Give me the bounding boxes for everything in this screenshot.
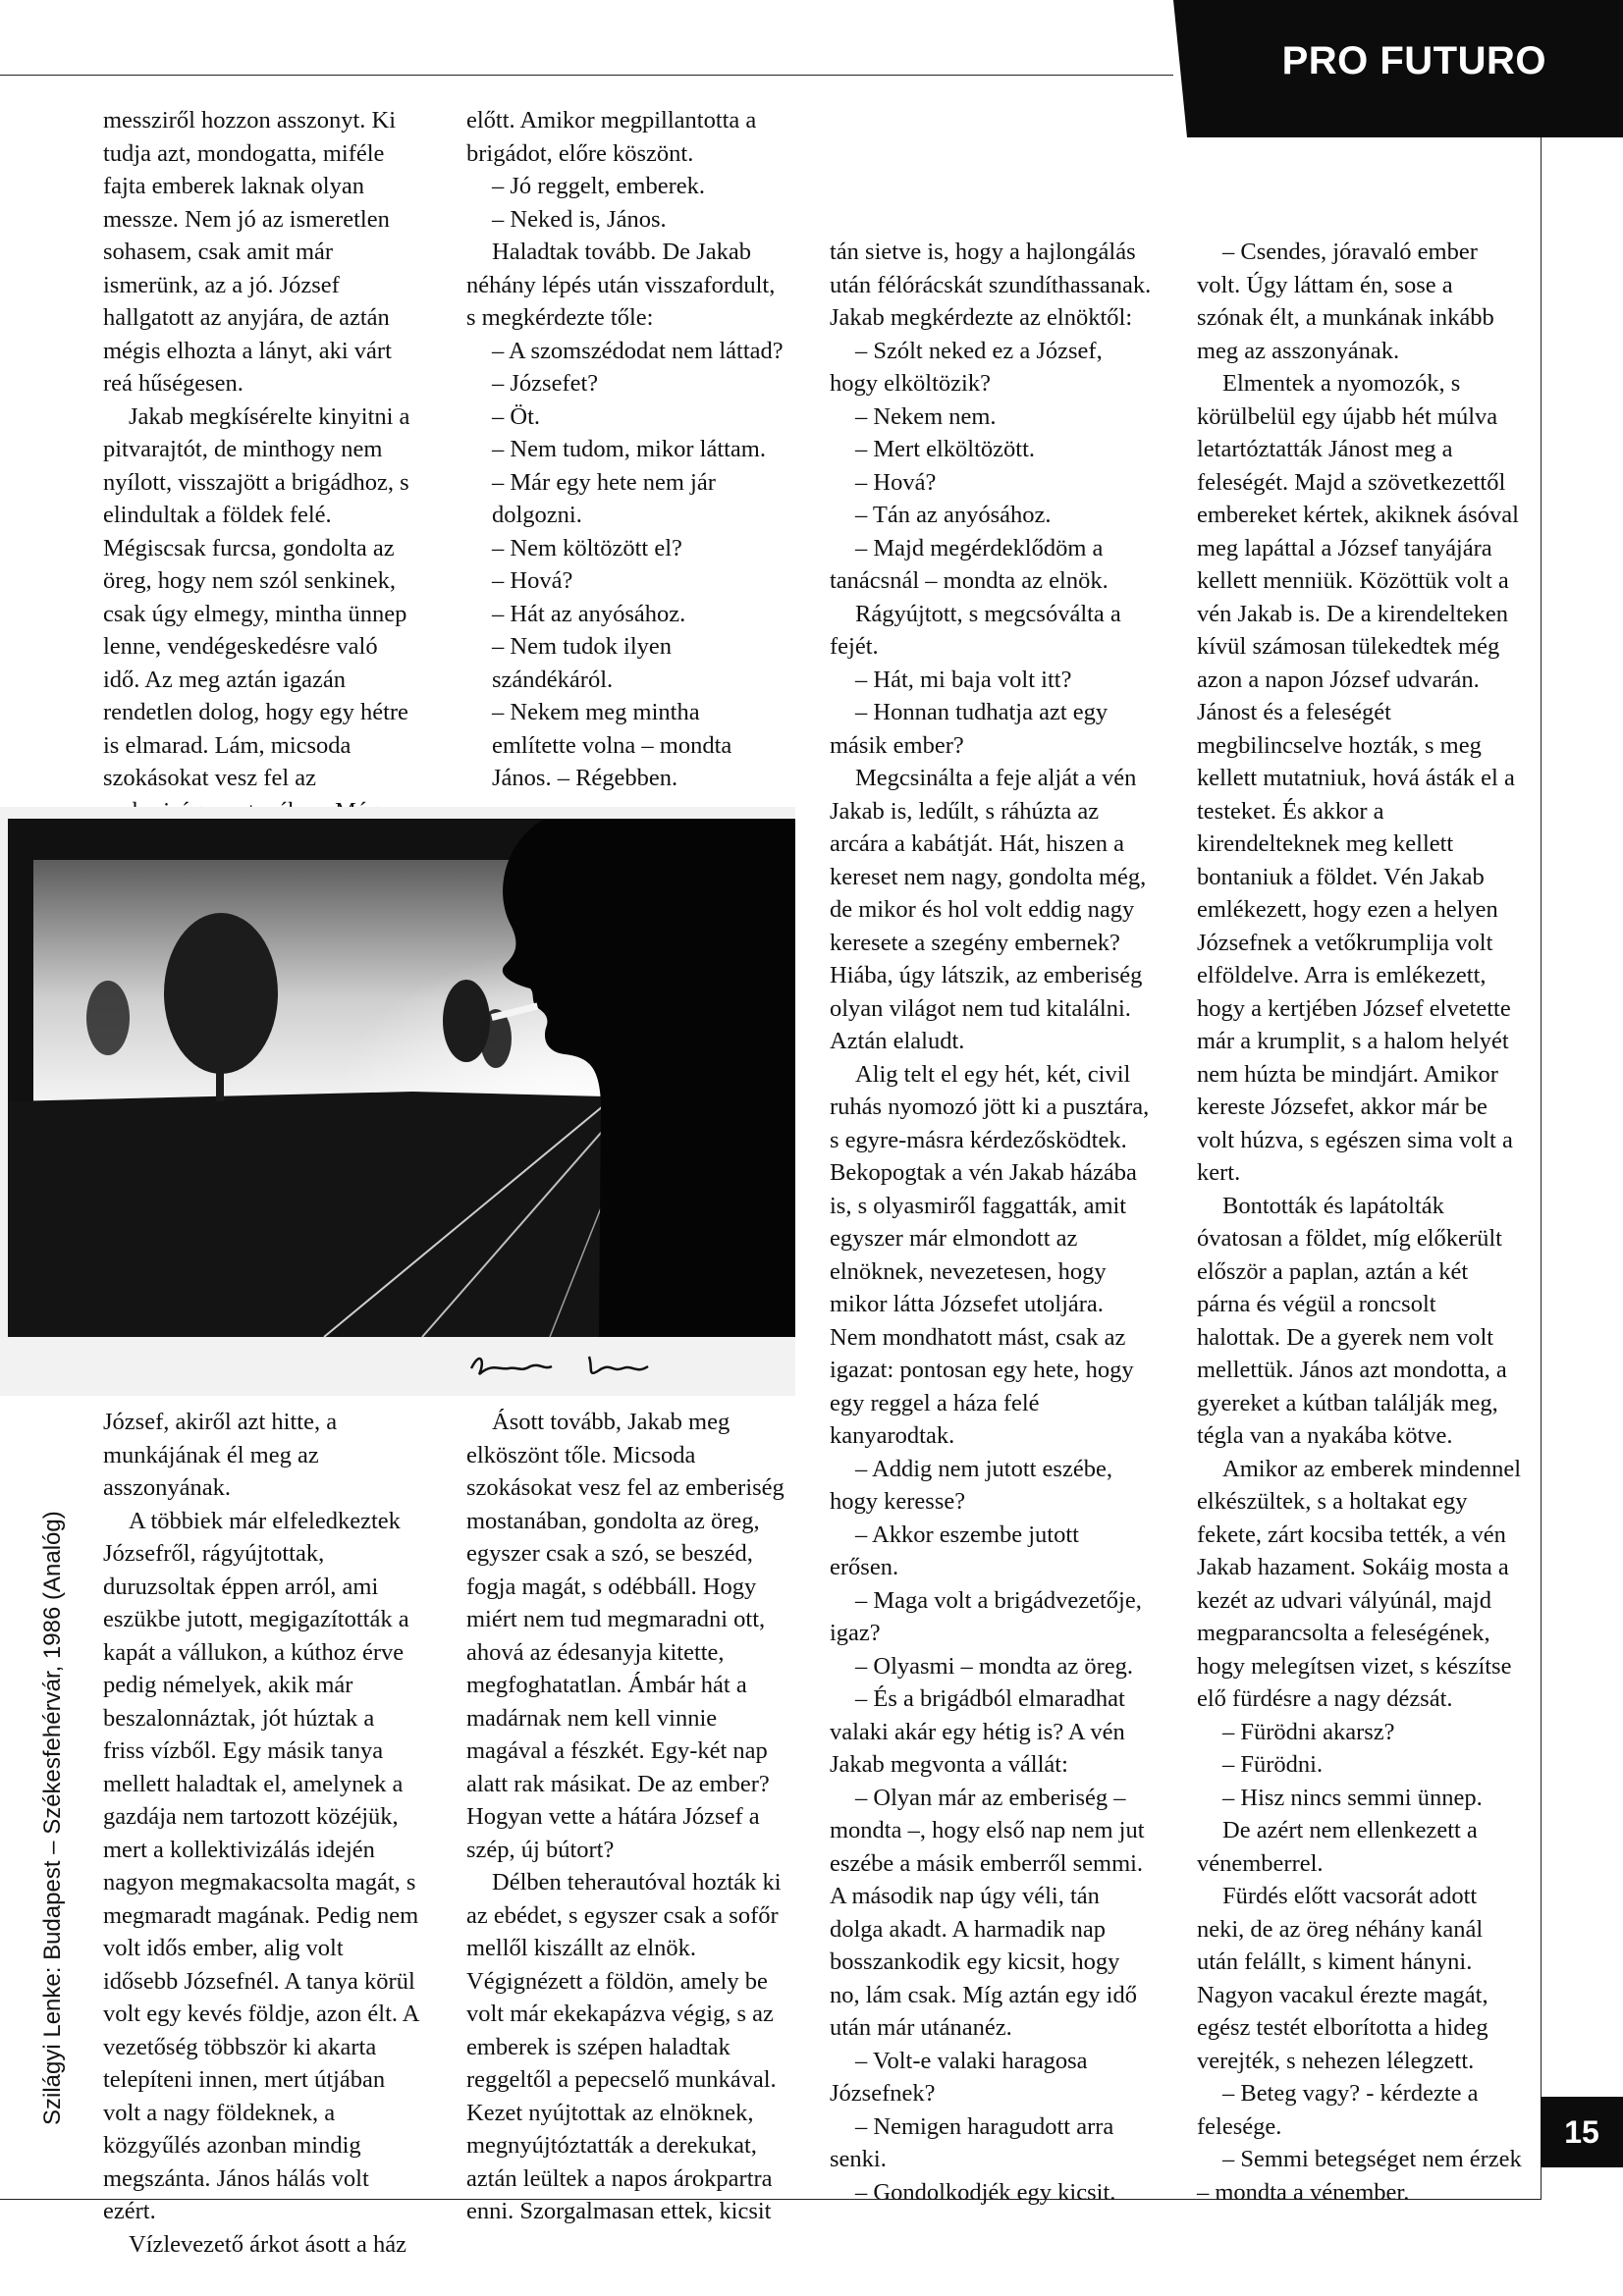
paragraph: – Már egy hete nem jár dolgozni. (492, 468, 716, 528)
paragraph: – Akkor eszembe jutott erősen. (830, 1521, 1079, 1580)
paragraph: – A szomszédodat nem láttad? (492, 337, 784, 364)
paragraph: – Mert elköltözött. (855, 436, 1036, 462)
paragraph: Rágyújtott, s megcsóválta a fejét. (830, 600, 1121, 660)
paragraph: – Fürödni akarsz? (1222, 1718, 1395, 1745)
right-margin-rule (1541, 137, 1542, 2199)
paragraph: Elmentek a nyomozók, s körülbelül egy újabb hét múlva letartóztatták Jánost meg a feleségét. Majd a szövetkezettől embereket kértek, akiknek ásóval meg lapáttal a József tanyájára kellett menniük. Közöttük volt a vén Jakab is. De a kirendelteken kívül számosan tülekedtek még azon a napon József udvarán. Jánost és a feleségét megbilincselve hozták, s meg kellett mutatniuk, hová ásták el a testeket. És akkor a kirendelteknek meg kellett bontaniuk a földet. Vén Jakab emlékezett, hogy ezen a helyen Józsefnek a vetőkrumplija volt elföldelve. Arra is emlékezett, hogy a kertjében József elvetette már a krumplit, s a halom helyét nem húzta be mindjárt. Amikor kereste Józsefet, akkor már be volt húzva, s egészen sima volt a kert. (1197, 370, 1519, 1186)
paragraph: – Nem tudom, mikor láttam. (492, 436, 766, 462)
paragraph: De azért nem ellenkezett a vénemberrel. (1197, 1817, 1478, 1877)
paragraph: – Beteg vagy? - kérdezte a felesége. (1197, 2080, 1479, 2140)
paragraph: – Hová? (855, 468, 937, 496)
paragraph: – Gondolkodjék egy kicsit. (855, 2178, 1116, 2206)
column-1-bottom (103, 1406, 419, 2261)
paragraph: Fürdés előtt vacsorát adott neki, de az öreg néhány kanál után felállt, s kiment hányni. Nagyon vacakul érezte magát, egész testét elborította a hideg verejték, s nehezen lélegzett. (1197, 1883, 1488, 2074)
paragraph: Megcsinálta a feje alját a vén Jakab is, ledűlt, s ráhúzta az arcára a kabátját. Hát, hiszen a kereset nem nagy, gondolta még, de mikor és hol volt eddig nagy keresete a szegény embernek? Hiába, úgy látszik, az emberiség olyan világot nem tud kitalálni. Aztán elaludt. (830, 765, 1147, 1054)
paragraph: Jakab megkísérelte kinyitni a pitvarajtót, de minthogy nem nyílott, visszajött a brigádhoz, s elindultak a földek felé. Mégiscsak furcsa, gondolta az öreg, hogy nem szól senkinek, csak úgy elmegy, mintha ünnep lenne, vendégeskedésre való idő. Az meg aztán igazán rendetlen dolog, hogy egy hétre is elmarad. Lám, micsoda szokásokat vesz fel az (103, 402, 410, 791)
paragraph: A többiek már elfeledkeztek Józsefről, rágyújtottak, duruzsoltak éppen arról, ami eszükbe jutott, megigazították a kapát a vállukon, a kúthoz érve pedig némelyek, akik már beszalonnáztak, jót húztak a friss vízből. Egy másik tanya mellett haladtak el, amelynek a gazdája nem tartozott közéjük, mert a kollektivizálás idején nagyon megmakacsolta magát, s megmaradt magának. Pedig nem volt idős ember, alig volt idősebb Józsefnél. A tanya körül volt egy kevés földje, azon élt. A vezetőség többször ki akarta telepíteni innen, mert útjában volt a nagy földeknek, a közgyűlés azonban mindig megszánta. János hálás volt ezért. (103, 1507, 419, 2224)
paragraph: – Maga volt a brigádvezetője, igaz? (830, 1586, 1142, 1646)
paragraph: Bontották és lapátolták óvatosan a földet, míg előkerült először a paplan, aztán a két párna és végül a roncsolt halottak. De a gyerek nem volt mellettük. János azt mondotta, a gyereket a kútban találják meg, tégla van a nyakába kötve. (1197, 1192, 1507, 1449)
paragraph: előtt. Amikor megpillantotta a brigádot, előre köszönt. (466, 107, 757, 167)
paragraph: – Hisz nincs semmi ünnep. (1222, 1784, 1483, 1811)
paragraph: – Hát az anyósához. (492, 600, 686, 627)
header-rule (0, 75, 1173, 76)
paragraph: – Semmi betegséget nem érzek – mondta a vénember. (1197, 2146, 1522, 2206)
photograph-image (0, 807, 795, 1396)
paragraph: Délben teherautóval hozták ki az ebédet, s egyszer csak a sofőr mellől kiszállt az elnök. Végignézett a földön, amely be volt már ekekapázva végig, s az emberek is szépen haladtak reggeltől a pepecselő munkával. Kezet nyújtottak az elnöknek, megnyújtóztatták a derekukat, aztán leültek a napos árokpartra enni. Szorgalmasan ettek, kicsit (466, 1869, 782, 2224)
paragraph: Ásott tovább, Jakab meg elköszönt tőle. Micsoda szokásokat vesz fel az emberiség mostanában, gondolta az öreg, egyszer csak a szó, se beszéd, fogja magát, s odébbáll. Hogy miért nem tud megmaradni ott, ahová az édesanyja kitette, megfoghatatlan. Ámbár hát a madárnak nem kell vinnie magával a fészkét. Egy-két nap alatt rak másikat. De az ember? Hogyan vette a hátára József a szép, új bútort? (466, 1409, 784, 1863)
paragraph: József, akiről azt hitte, a munkájának él meg az asszonyának. (103, 1409, 338, 1501)
paragraph: – Olyan már az emberiség – mondta –, hogy első nap nem jut eszébe a másik emberről semmi. A második nap úgy véli, tán dolga akadt. A harmadik nap bosszankodik egy kicsit, hogy no, lám csak. Míg aztán egy idő után már utánanéz. (830, 1784, 1145, 2041)
page-number: 15 (1541, 2097, 1623, 2167)
paragraph: – Hát, mi baja volt itt? (855, 666, 1072, 693)
paragraph: – Nekem nem. (855, 402, 997, 430)
paragraph: – Tán az anyósához. (855, 502, 1052, 528)
paragraph: – Hová? (492, 567, 573, 594)
photo-credit: Szilágyi Lenke: Budapest – Székesfehérvár, 1986 (Analóg) (39, 1511, 66, 2125)
paragraph: – Jó reggelt, emberek. (492, 173, 706, 199)
paragraph: – Nem költözött el? (492, 534, 682, 561)
paragraph: – Honnan tudhatja azt egy másik ember? (830, 699, 1109, 759)
paragraph: – Öt. (492, 402, 540, 430)
paragraph: – Nem tudok ilyen szándékáról. (492, 633, 673, 693)
paragraph: – Csendes, jóravaló ember volt. Úgy láttam én, sose a szónak élt, a munkának inkább meg az asszonyának. (1197, 239, 1494, 364)
column-1-top (103, 104, 419, 861)
column-2-bottom (466, 1406, 788, 2228)
paragraph: – Volt-e valaki haragosa Józsefnek? (830, 2047, 1088, 2107)
paragraph: Amikor az emberek mindennel elkészültek, s a holtakat egy fekete, zárt kocsiba tették, a vén Jakab hazament. Sokáig mosta a kezét az udvari vályúnál, majd megparancsolta a feleségének, hogy melegítsen vizet, s készítse elő fürdésre a nagy dézsát. (1197, 1455, 1522, 1712)
paragraph: Vízlevezető árkot ásott a ház (129, 2230, 406, 2258)
paragraph: – Józsefet? (492, 370, 599, 397)
paragraph: Alig telt el egy hét, két, civil ruhás nyomozó jött ki a pusztára, s egyre-másra kérdezősködtek. Bekopogtak a vén Jakab házába is, s olyasmiről faggatták, amit egyszer már elmondott az elnöknek, nevezetesen, hogy mikor látta Józsefet utoljára. Nem mondhatott mást, csak az igazat: pontosan egy hete, hogy egy reggel a háza felé kanyarodtak. (830, 1060, 1150, 1449)
paragraph: – Majd megérdeklődöm a tanácsnál – mondta az elnök. (830, 534, 1109, 594)
paragraph: tán sietve is, hogy a hajlongálás után félórácskát szundíthassanak. Jakab megkérdezte az elnöktől: (830, 239, 1152, 331)
column-3 (830, 236, 1154, 2209)
paragraph: – És a brigádból elmaradhat valaki akár egy hétig is? A vén Jakab megvonta a vállát: (830, 1685, 1125, 1778)
paragraph: Haladtak tovább. De Jakab néhány lépés után visszafordult, s megkérdezte tőle: (466, 239, 776, 331)
column-4 (1197, 236, 1523, 2209)
paragraph: – Nemigen haragudott arra senki. (830, 2112, 1114, 2172)
section-title: PRO FUTURO (1281, 39, 1546, 82)
paragraph: messziről hozzon asszonyt. Ki tudja azt, mondogatta, miféle fajta emberek laknak olyan messze. Nem jó az ismeretlen sohasem, csak amit már ismerünk, az a jó. József hallgatott az anyjára, de aztán mégis elhozta a lányt, aki várt reá hűségesen. (103, 107, 397, 397)
paragraph: – Olyasmi – mondta az öreg. (855, 1652, 1134, 1680)
paragraph: – Fürödni. (1222, 1751, 1324, 1778)
paragraph: – Nekem meg mintha említette volna – mondta János. – Régebben. (492, 699, 732, 791)
photograph (0, 807, 795, 1396)
paragraph: – Szólt neked ez a József, hogy elköltözik? (830, 337, 1103, 397)
column-2-top (466, 104, 788, 795)
paragraph: – Addig nem jutott eszébe, hogy keresse? (830, 1455, 1112, 1515)
paragraph: – Neked is, János. (492, 205, 667, 233)
